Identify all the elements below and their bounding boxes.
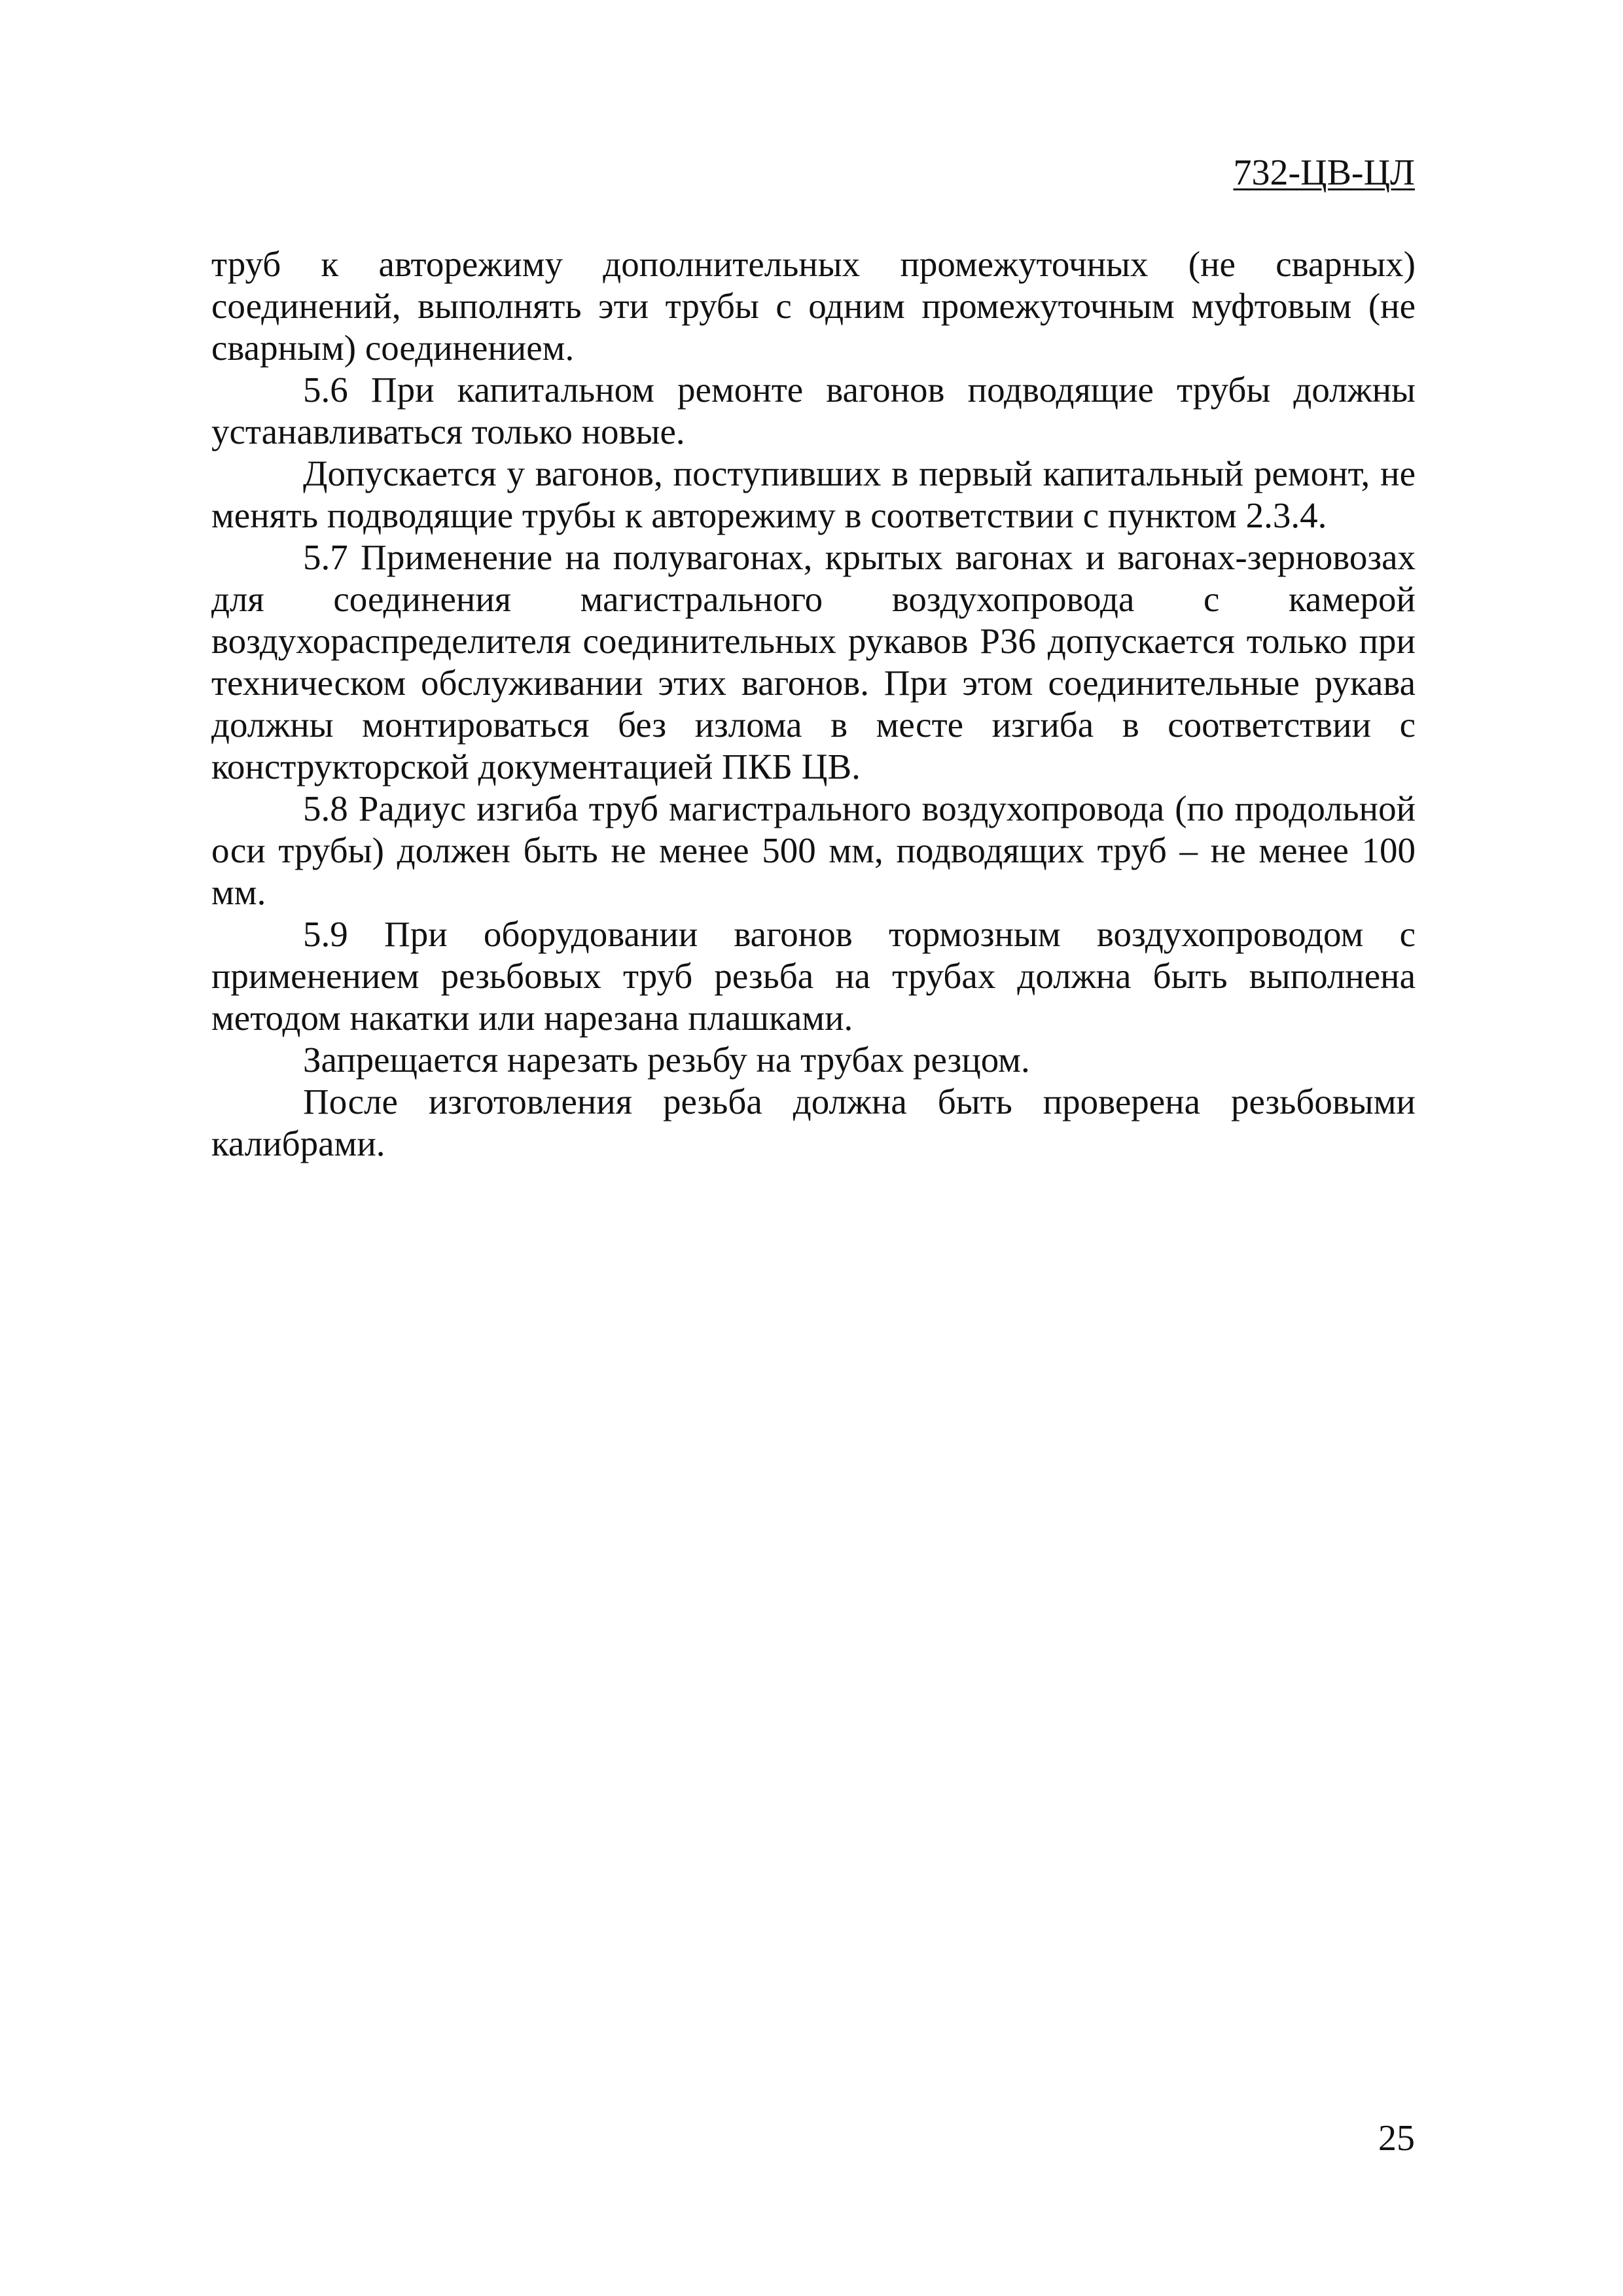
paragraph-5-6-allowance: Допускается у вагонов, поступивших в первый капитальный ремонт, не менять подводящие трубы к авторежиму в соответствии с пунктом 2.3.4. — [211, 453, 1416, 535]
paragraph-5-7: 5.7 Применение на полувагонах, крытых вагонах и вагонах-зерновозах для соединения магистрального воздухопровода с камерой воздухораспределителя соединительных рукавов Р36 допускается только при техническом обслуживании этих вагонов. При этом соединительные рукава должны монтироваться без излома в месте изгиба в соответствии с конструкторской документацией ПКБ ЦВ. — [211, 537, 1416, 786]
paragraph-continuation: труб к авторежиму дополнительных промежуточных (не сварных) соединений, выполнять эти трубы с одним промежуточным муфтовым (не сварным) соединением. — [211, 244, 1416, 368]
body-text — [211, 243, 1416, 1165]
paragraph-5-6: 5.6 При капитальном ремонте вагонов подводящие трубы должны устанавливаться только новые. — [211, 370, 1416, 451]
page-number: 25 — [1378, 2118, 1415, 2159]
paragraph-5-9: 5.9 При оборудовании вагонов тормозным воздухопроводом с применением резьбовых труб резьба на трубах должна быть выполнена методом накатки или нарезана плашками. — [211, 914, 1416, 1038]
paragraph-5-8: 5.8 Радиус изгиба труб магистрального воздухопровода (по продольной оси трубы) должен быть не менее 500 мм, подводящих труб – не менее 100 мм. — [211, 788, 1416, 912]
paragraph-5-9-inspection: После изготовления резьба должна быть проверена резьбовыми калибрами. — [211, 1082, 1416, 1163]
paragraph-5-9-prohibition: Запрещается нарезать резьбу на трубах резцом. — [303, 1040, 1030, 1080]
document-code: 732-ЦВ-ЦЛ — [1233, 152, 1415, 193]
